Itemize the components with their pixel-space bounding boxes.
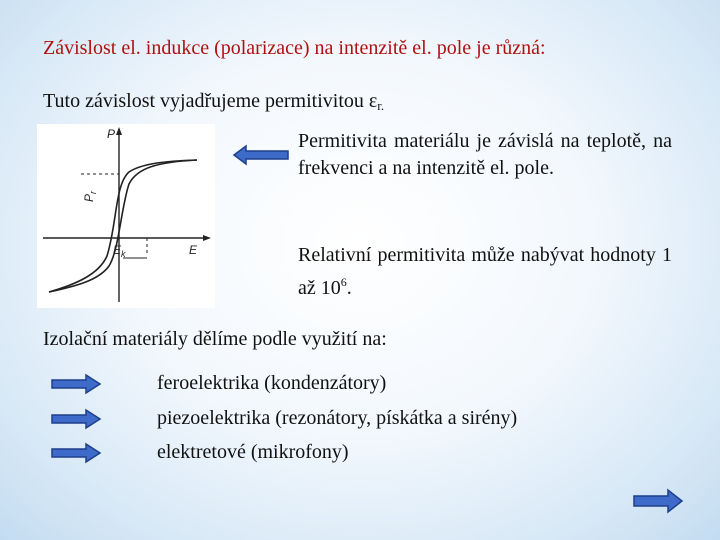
permittivity-dependence-paragraph: Permitivita materiálu je závislá na teplotě, na frekvenci a na intenzitě el. pole. [298,130,672,179]
slide-title: Závislost el. indukce (polarizace) na intenzitě el. pole je různá: [43,37,546,59]
permittivity-subscript: r. [377,98,385,113]
left-arrow-icon [232,144,290,166]
relative-permittivity-end: . [346,277,352,299]
insulators-heading: Izolační materiály dělíme podle využití na: [43,328,387,350]
pr-label: $P_r$ [82,190,98,202]
e-axis-label: E [189,243,198,257]
permittivity-line [43,90,384,114]
relative-permittivity-paragraph [298,242,672,302]
p-axis-arrowhead [116,127,122,135]
right-arrow-icon [50,442,102,464]
list-item-elektretove: elektretové (mikrofony) [157,441,349,463]
right-arrow-icon [50,373,102,395]
relative-permittivity-text: Relativní permitivita může nabývat hodnoty 1 až 10 [298,244,672,299]
list-item-feroelektrika: feroelektrika (kondenzátory) [157,372,387,394]
permittivity-exponent: 6 [340,275,347,289]
hysteresis-graph [37,124,215,308]
hysteresis-graph-svg [37,124,215,308]
permittivity-text: Tuto závislost vyjadřujeme permitivitou ε [43,90,378,112]
next-arrow-icon[interactable] [632,488,684,514]
right-arrow-icon [50,408,102,430]
e-axis-arrowhead [203,235,211,241]
list-item-piezoelektrika: piezoelektrika (rezonátory, pískátka a sirény) [157,407,518,429]
ek-label: $E_k$ [113,243,126,259]
p-axis-label: P [107,127,116,141]
hysteresis-upper-branch [49,160,197,292]
